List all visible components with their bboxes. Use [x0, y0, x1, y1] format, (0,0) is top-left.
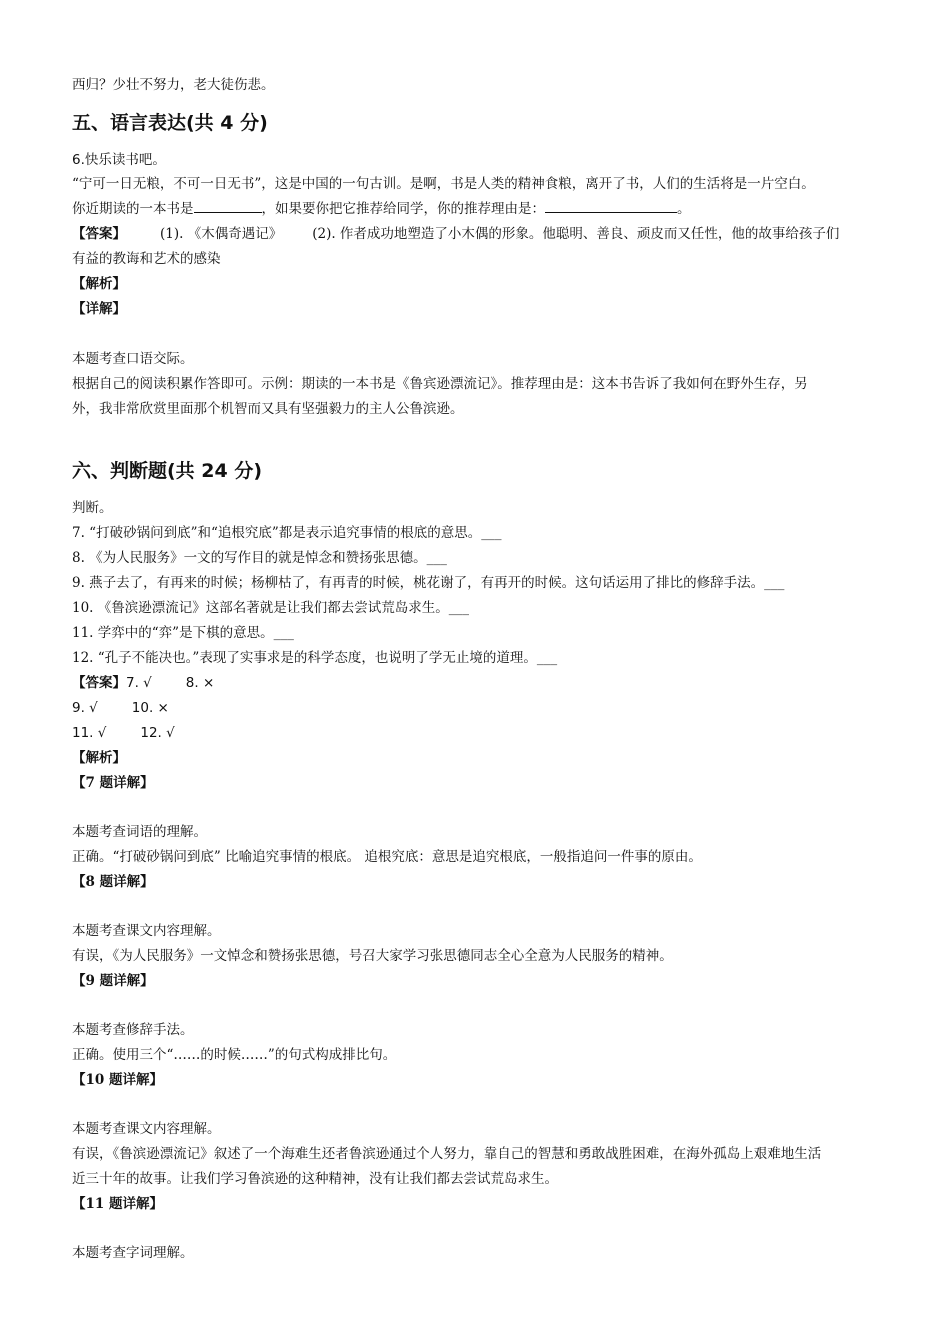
- detail-9-line-2: 正确。使用三个“……的时候……”的句式构成排比句。: [72, 1047, 397, 1063]
- detail-9-line-1: 本题考查修辞手法。: [72, 1022, 194, 1038]
- question-6-text-part-c: 。: [677, 201, 691, 217]
- detail-11-label: 【11 题详解】: [72, 1196, 163, 1212]
- answer-7: 7. √: [126, 675, 152, 691]
- question-6-title: 6.快乐读书吧。: [72, 152, 166, 168]
- answer-11: 11. √: [72, 725, 107, 741]
- question-6-answer: [72, 225, 839, 243]
- question-6-text-part-a: 你近期读的一本书是: [72, 201, 194, 217]
- judgement-answer-row-3: [72, 724, 175, 742]
- detail-7-line-2: 正确。“打破砂锅问到底” 比喻追究事情的根底。 追根究底：意思是追究根底，一般指追问一件事的原由。: [72, 849, 702, 865]
- judgement-item-9: 9. 燕子去了，有再来的时候；杨柳枯了，有再青的时候，桃花谢了，有再开的时候。这句话运用了排比的修辞手法。___: [72, 575, 785, 591]
- answer-part-1: (1). 《木偶奇遇记》: [160, 226, 283, 242]
- detail-10-line-3: 近三十年的故事。让我们学习鲁滨逊的这种精神，没有让我们都去尝试荒岛求生。: [72, 1171, 558, 1187]
- question-6-text-line-2: [72, 200, 691, 218]
- detail-11-line-1: 本题考查字词理解。: [72, 1245, 194, 1261]
- section-6-heading: 六、判断题(共 24 分): [72, 460, 263, 482]
- judgement-item-10: 10. 《鲁滨逊漂流记》这部名著就是让我们都去尝试荒岛求生。___: [72, 600, 470, 616]
- judgement-item-11: 11. 学弈中的“弈”是下棋的意思。___: [72, 625, 294, 641]
- detail-line-2: 根据自己的阅读积累作答即可。示例：期读的一本书是《鲁宾逊漂流记》。推荐理由是：这本书告诉了我如何在野外生存，另: [72, 376, 808, 392]
- answer-8: 8. ×: [185, 675, 215, 691]
- detail-10-label: 【10 题详解】: [72, 1072, 163, 1088]
- detail-8-line-1: 本题考查课文内容理解。: [72, 923, 221, 939]
- detail-7-line-1: 本题考查词语的理解。: [72, 824, 207, 840]
- detail-9-label: 【9 题详解】: [72, 973, 154, 989]
- section-5-heading: 五、语言表达(共 4 分): [72, 112, 268, 134]
- judgement-answer-row-2: [72, 699, 169, 717]
- detail-8-label: 【8 题详解】: [72, 874, 154, 890]
- answer-blank-reason: [545, 200, 677, 213]
- answer-blank-book: [194, 200, 262, 213]
- answer-continuation: 有益的教诲和艺术的感染: [72, 251, 221, 267]
- detail-label: 【详解】: [72, 301, 126, 317]
- judgement-answer-row-1: [72, 674, 214, 692]
- answer-part-2: (2). 作者成功地塑造了小木偶的形象。他聪明、善良、顽皮而又任性，他的故事给孩子们: [312, 226, 840, 242]
- detail-8-line-2: 有误，《为人民服务》一文悼念和赞扬张思德，号召大家学习张思德同志全心全意为人民服务的精神。: [72, 948, 673, 964]
- section-6-intro: 判断。: [72, 500, 113, 516]
- detail-line-1: 本题考查口语交际。: [72, 351, 194, 367]
- analysis-label: 【解析】: [72, 750, 126, 766]
- judgement-item-12: 12. “孔子不能决也。”表现了实事求是的科学态度，也说明了学无止境的道理。___: [72, 650, 558, 666]
- judgement-item-8: 8. 《为人民服务》一文的写作目的就是悼念和赞扬张思德。___: [72, 550, 447, 566]
- answer-10: 10. ×: [131, 700, 169, 716]
- analysis-label: 【解析】: [72, 276, 126, 292]
- detail-7-label: 【7 题详解】: [72, 775, 154, 791]
- question-6-text-line-1: “宁可一日无粮，不可一日无书”，这是中国的一句古训。是啊，书是人类的精神食粮，离开了书，人们的生活将是一片空白。: [72, 176, 815, 192]
- question-6-text-part-b: ，如果要你把它推荐给同学，你的推荐理由是：: [261, 201, 545, 217]
- answer-label: 【答案】: [72, 675, 126, 691]
- continued-text-line: 西归？少壮不努力，老大徒伤悲。: [72, 77, 275, 93]
- detail-10-line-1: 本题考查课文内容理解。: [72, 1121, 221, 1137]
- detail-line-3: 外，我非常欣赏里面那个机智而又具有坚强毅力的主人公鲁滨逊。: [72, 401, 464, 417]
- answer-9: 9. √: [72, 700, 98, 716]
- answer-12: 12. √: [140, 725, 175, 741]
- answer-label: 【答案】: [72, 226, 126, 242]
- judgement-item-7: 7. “打破砂锅问到底”和“追根究底”都是表示追究事情的根底的意思。___: [72, 525, 502, 541]
- detail-10-line-2: 有误，《鲁滨逊漂流记》叙述了一个海难生还者鲁滨逊通过个人努力，靠自己的智慧和勇敢战胜困难，在海外孤岛上艰难地生活: [72, 1146, 822, 1162]
